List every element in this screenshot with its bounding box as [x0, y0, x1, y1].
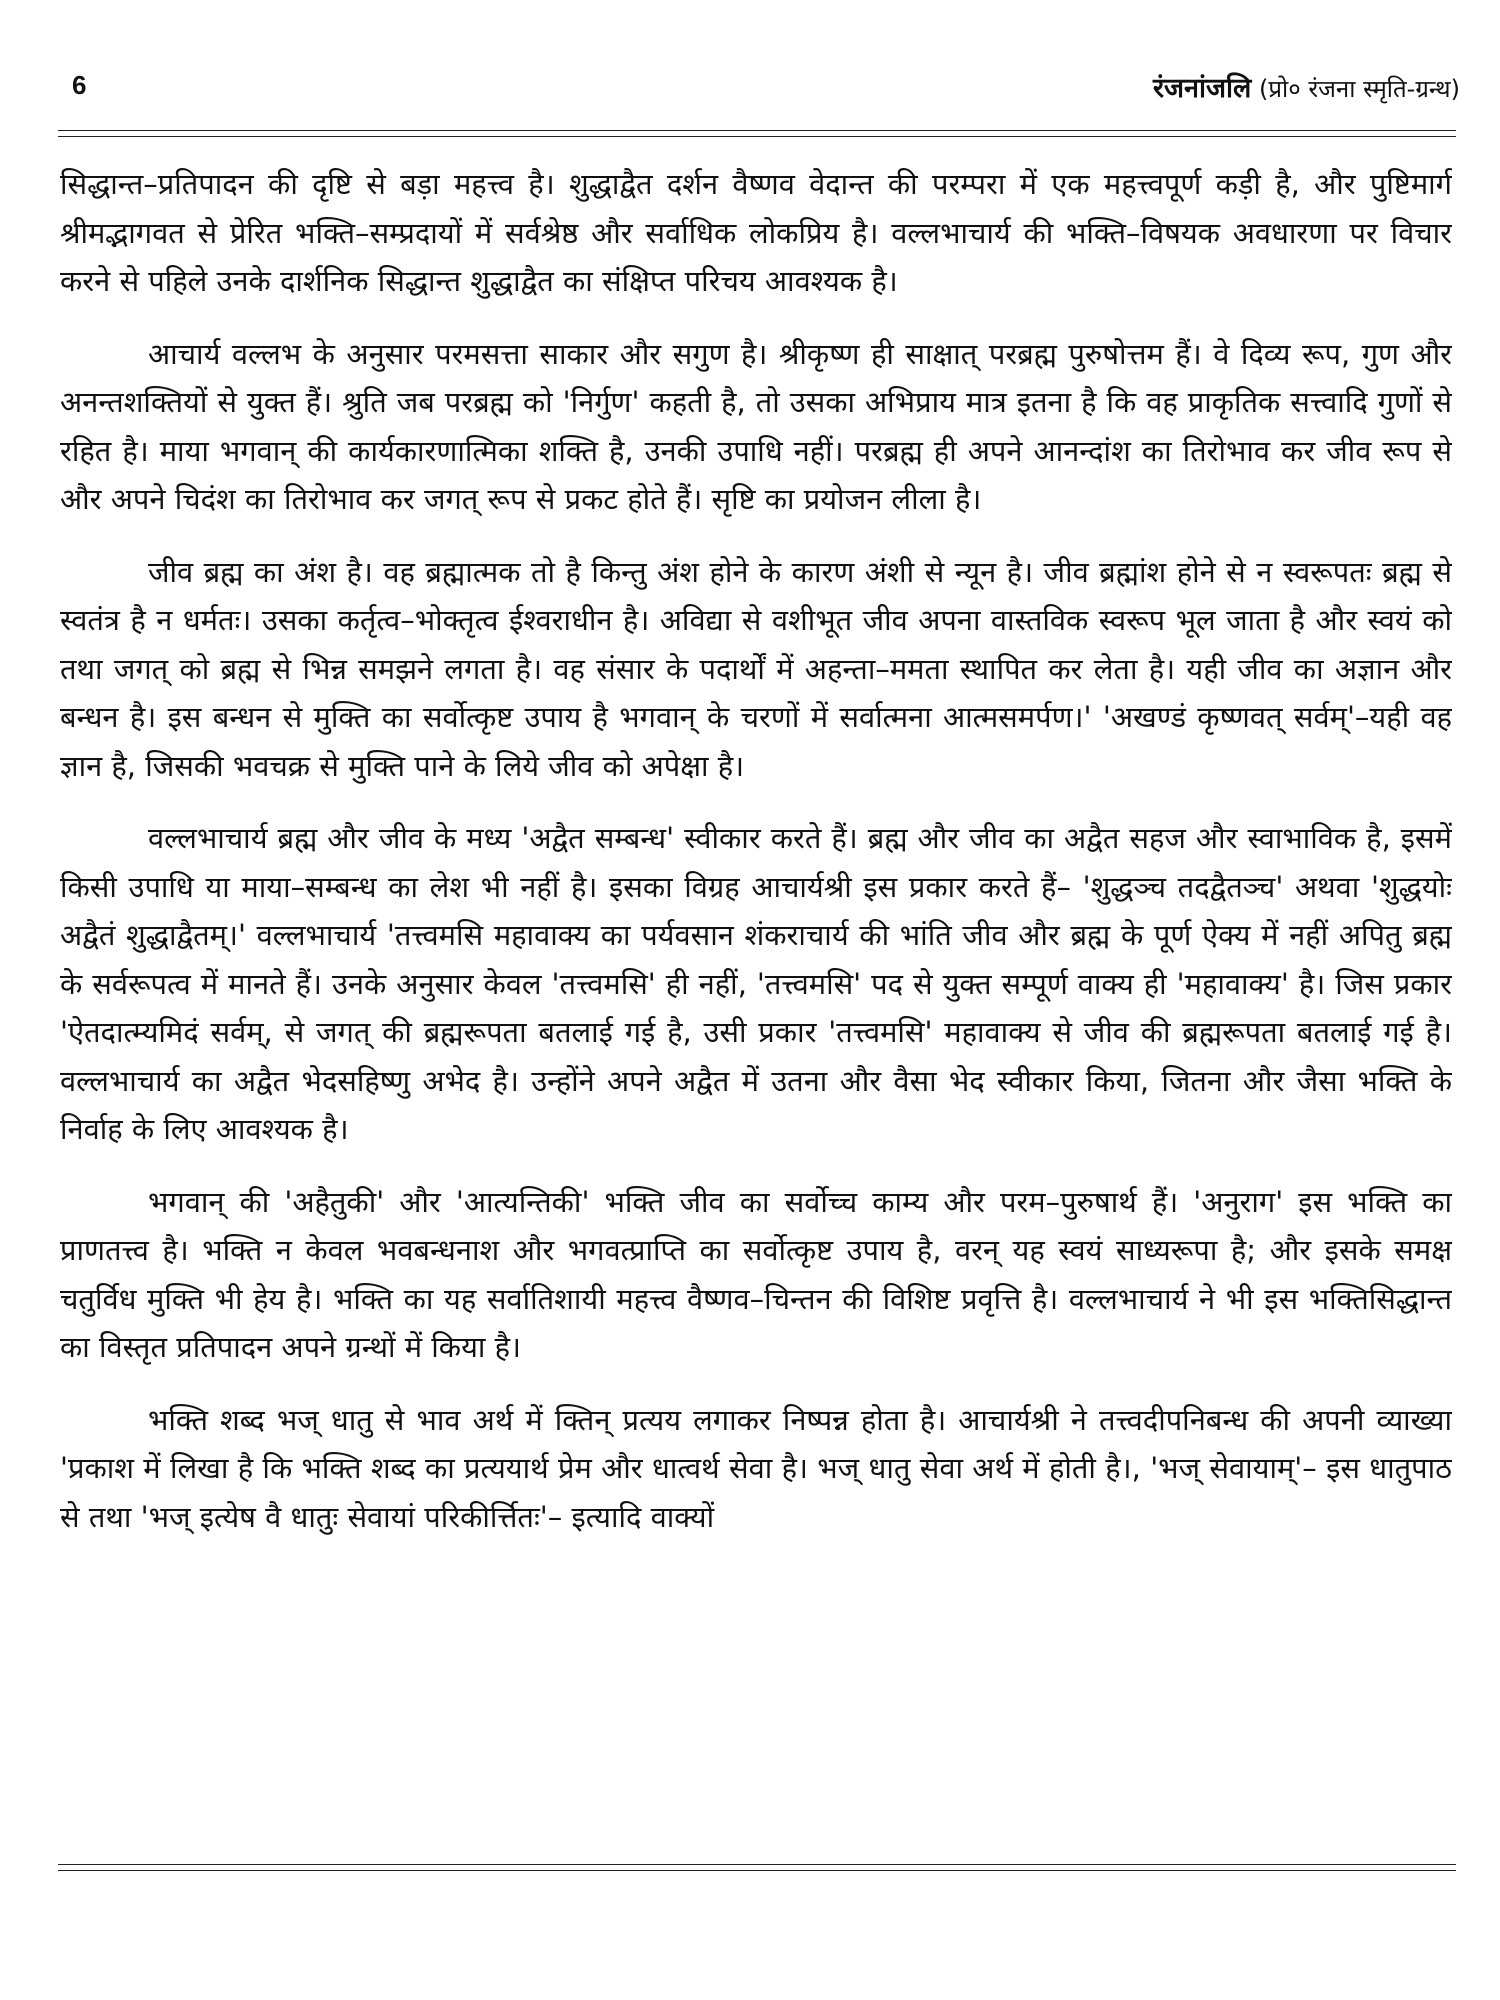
paragraph: जीव ब्रह्म का अंश है। वह ब्रह्मात्मक तो है किन्तु अंश होने के कारण अंशी से न्यून है। जीव ब्रह्मांश होने से न स्वरूपतः ब्रह्म से स्वतंत्र है न धर्मतः। उसका कर्तृत्व–भोक्तृत्व ईश्वराधीन है। अविद्या से वशीभूत जीव अपना वास्तविक स्वरूप भूल जाता है और स्वयं को तथा जगत् को ब्रह्म से भिन्न समझने लगता है। वह संसार के पदार्थों में अहन्ता–ममता स्थापित कर लेता है। यही जीव का अज्ञान और बन्धन है। इस बन्धन से मुक्ति का सर्वोत्कृष्ट उपाय है भगवान् के चरणों में सर्वात्मना आत्मसमर्पण।' 'अखण्डं कृष्णवत् सर्वम्'–यही वह ज्ञान है, जिसकी भवचक्र से मुक्ति पाने के लिये जीव को अपेक्षा है। [60, 554, 1452, 783]
book-title: रंजनांजलि [1152, 73, 1252, 104]
header-divider [58, 130, 1456, 137]
paragraph: आचार्य वल्लभ के अनुसार परमसत्ता साकार और सगुण है। श्रीकृष्ण ही साक्षात् परब्रह्म पुरुषोत्तम हैं। वे दिव्य रूप, गुण और अनन्तशक्तियों से युक्त हैं। श्रुति जब परब्रह्म को 'निर्गुण' कहती है, तो उसका अभिप्राय मात्र इतना है कि वह प्राकृतिक सत्त्वादि गुणों से रहित है। माया भगवान् की कार्यकारणात्मिका शक्ति है, उनकी उपाधि नहीं। परब्रह्म ही अपने आनन्दांश का तिरोभाव कर जीव रूप से और अपने चिदंश का तिरोभाव कर जगत् रूप से प्रकट होते हैं। सृष्टि का प्रयोजन लीला है। [60, 336, 1452, 516]
paragraph: भगवान् की 'अहैतुकी' और 'आत्यन्तिकी' भक्ति जीव का सर्वोच्च काम्य और परम–पुरुषार्थ हैं। 'अनुराग' इस भक्ति का प्राणतत्त्व है। भक्ति न केवल भवबन्धनाश और भगवत्प्राप्ति का सर्वोत्कृष्ट उपाय है, वरन् यह स्वयं साध्यरूपा है; और इसके समक्ष चतुर्विध मुक्ति भी हेय है। भक्ति का यह सर्वातिशायी महत्त्व वैष्णव–चिन्तन की विशिष्ट प्रवृत्ति है। वल्लभाचार्य ने भी इस भक्तिसिद्धान्त का विस्तृत प्रतिपादन अपने ग्रन्थों में किया है। [60, 1184, 1452, 1364]
book-subtitle: (प्रो० रंजना स्मृति-ग्रन्थ) [1258, 75, 1460, 103]
running-title [1153, 68, 1460, 105]
paragraph: वल्लभाचार्य ब्रह्म और जीव के मध्य 'अद्वैत सम्बन्ध' स्वीकार करते हैं। ब्रह्म और जीव का अद्वैत सहज और स्वाभाविक है, इसमें किसी उपाधि या माया–सम्बन्ध का लेश भी नहीं है। इसका विग्रह आचार्यश्री इस प्रकार करते हैं– 'शुद्धञ्च तदद्वैतञ्च' अथवा 'शुद्धयोः अद्वैतं शुद्धाद्वैतम्।' वल्लभाचार्य 'तत्त्वमसि महावाक्य का पर्यवसान शंकराचार्य की भांति जीव और ब्रह्म के पूर्ण ऐक्य में नहीं अपितु ब्रह्म के सर्वरूपत्व में मानते हैं। उनके अनुसार केवल 'तत्त्वमसि' ही नहीं, 'तत्त्वमसि' पद से युक्त सम्पूर्ण वाक्य ही 'महावाक्य' है। जिस प्रकार 'ऐतदात्म्यमिदं सर्वम्, से जगत् की ब्रह्मरूपता बतलाई गई है, उसी प्रकार 'तत्त्वमसि' महावाक्य से जीव की ब्रह्मरूपता बतलाई गई है। वल्लभाचार्य का अद्वैत भेदसहिष्णु अभेद है। उन्होंने अपने अद्वैत में उतना और वैसा भेद स्वीकार किया, जितना और जैसा भक्ति के निर्वाह के लिए आवश्यक है। [60, 821, 1452, 1146]
paragraph: भक्ति शब्द भज् धातु से भाव अर्थ में क्तिन् प्रत्यय लगाकर निष्पन्न होता है। आचार्यश्री ने तत्त्वदीपनिबन्ध की अपनी व्याख्या 'प्रकाश में लिखा है कि भक्ति शब्द का प्रत्ययार्थ प्रेम और धात्वर्थ सेवा है। भज् धातु सेवा अर्थ में होती है।, 'भज् सेवायाम्'– इस धातुपाठ से तथा 'भज् इत्येष वै धातुः सेवायां परिकीर्त्तितः'– इत्यादि वाक्यों [60, 1402, 1452, 1534]
page-number: 6 [72, 70, 87, 100]
paragraph-continued: सिद्धान्त–प्रतिपादन की दृष्टि से बड़ा महत्त्व है। शुद्धाद्वैत दर्शन वैष्णव वेदान्त की परम्परा में एक महत्त्वपूर्ण कड़ी है, और पुष्टिमार्ग श्रीमद्भागवत से प्रेरित भक्ति–सम्प्रदायों में सर्वश्रेष्ठ और सर्वाधिक लोकप्रिय है। वल्लभाचार्य की भक्ति–विषयक अवधारणा पर विचार करने से पहिले उनके दार्शनिक सिद्धान्त शुद्धाद्वैत का संक्षिप्त परिचय आवश्यक है। [60, 167, 1452, 298]
page-body [60, 160, 1452, 1850]
footer-divider [58, 1864, 1456, 1871]
